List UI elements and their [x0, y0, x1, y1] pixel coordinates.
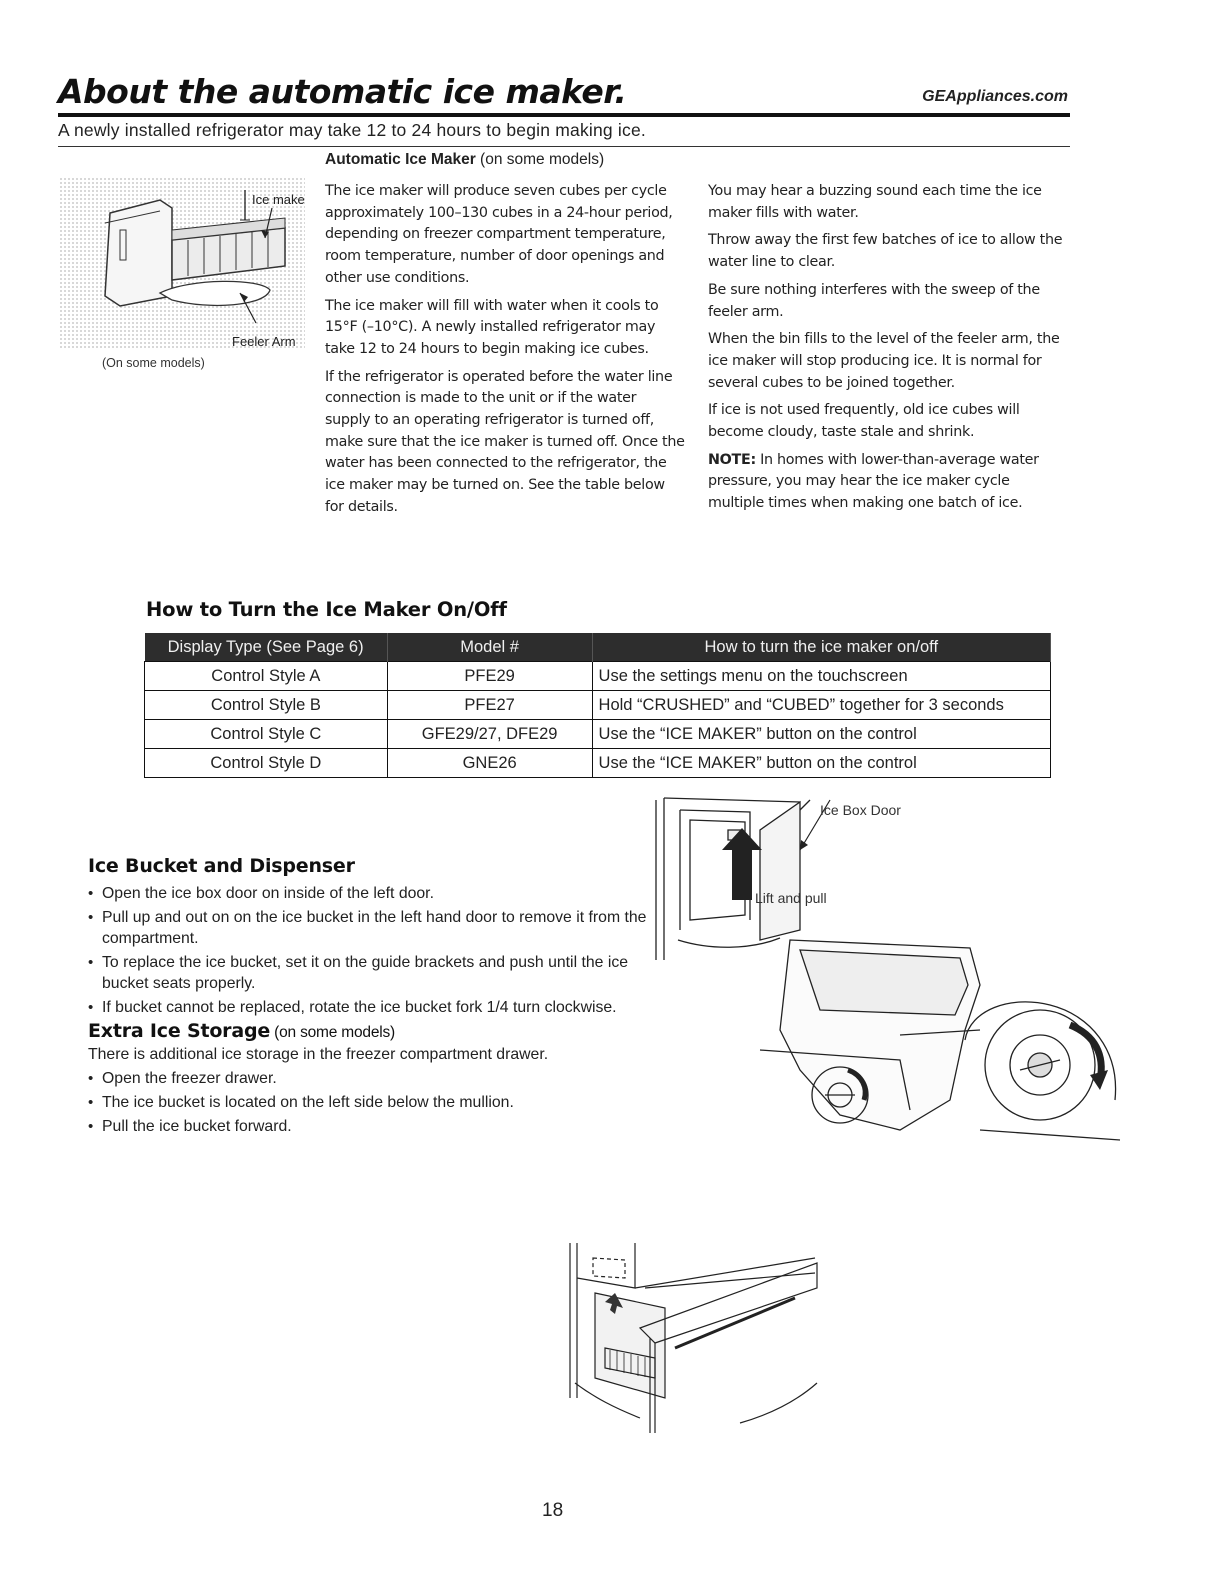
cell-display-type: Control Style B	[145, 691, 388, 720]
paragraph-water-line: If the refrigerator is operated before the water line connection is made to the unit or if the water supply to an operating refrigerator is turned off, make sure that the ice maker is turned off. Once the water has been connected to the refrigerator, the ice maker may be turned on. See the table below for details.	[325, 368, 685, 515]
bucket-heading: Ice Bucket and Dispenser	[88, 855, 355, 877]
column-header-model: Model #	[387, 633, 592, 662]
cell-display-type: Control Style C	[145, 720, 388, 749]
list-item: • To replace the ice bucket, set it on the guide brackets and push until the ice bucket seats properly.	[88, 952, 648, 994]
auto-ice-maker-heading-note: (on some models)	[475, 151, 605, 168]
paragraph-bin-full: When the bin fills to the level of the feeler arm, the ice maker will stop producing ice. It is normal for several cubes to be joined together.	[708, 331, 1060, 391]
auto-ice-maker-heading-bold: Automatic Ice Maker	[325, 151, 476, 168]
website-label: GEAppliances.com	[922, 88, 1068, 105]
figure-caption: (On some models)	[102, 356, 205, 370]
list-item: • Pull the ice bucket forward.	[88, 1116, 648, 1137]
paragraph-buzzing: You may hear a buzzing sound each time the ice maker fills with water.	[708, 183, 1042, 221]
note-label: NOTE:	[708, 451, 756, 468]
header-rule	[58, 113, 1070, 117]
freezer-drawer-figure	[555, 1238, 825, 1438]
table-row	[145, 691, 1051, 720]
storage-heading	[88, 1020, 648, 1042]
storage-heading-note: (on some models)	[270, 1024, 396, 1041]
cell-how-to: Use the “ICE MAKER” button on the control	[592, 720, 1050, 749]
freezer-drawer-illustration	[555, 1238, 825, 1438]
cell-how-to: Use the settings menu on the touchscreen	[592, 662, 1050, 691]
feeler-arm-label: Feeler Arm	[232, 334, 296, 349]
list-item: • If bucket cannot be replaced, rotate the ice bucket fork 1/4 turn clockwise.	[88, 997, 648, 1018]
list-item: • Open the freezer drawer.	[88, 1068, 648, 1089]
page-number: 18	[542, 1500, 564, 1521]
cell-model: GNE26	[387, 749, 592, 778]
paragraph-production: The ice maker will produce seven cubes per cycle approximately 100–130 cubes in a 24-hour period, depending on freezer compartment temperature, room temperature, number of door openings and other use conditions.	[325, 183, 673, 286]
storage-list	[88, 1068, 648, 1137]
list-item: • Pull up and out on on the ice bucket in the left hand door to remove it from the compartment.	[88, 907, 648, 949]
subtitle-rule	[58, 146, 1070, 147]
onoff-heading-wrap	[146, 598, 507, 621]
note-text: In homes with lower-than-average water pressure, you may hear the ice maker cycle multiple times when making one batch of ice.	[708, 451, 1039, 512]
page-title: About the automatic ice maker.	[58, 72, 627, 111]
paragraph-fill-temp: The ice maker will fill with water when it cools to 15°F (–10°C). A newly installed refrigerator may take 12 to 24 hours to begin making ice cubes.	[325, 297, 659, 357]
storage-intro: There is additional ice storage in the freezer compartment drawer.	[88, 1046, 549, 1063]
bucket-list	[88, 883, 648, 1018]
ice-maker-right-column	[708, 181, 1068, 521]
storage-section	[88, 1020, 648, 1140]
lift-and-pull-label: Lift and pull	[755, 890, 827, 906]
cell-how-to: Hold “CRUSHED” and “CUBED” together for 3 seconds	[592, 691, 1050, 720]
paragraph-first-batches: Throw away the first few batches of ice to allow the water line to clear.	[708, 232, 1063, 271]
table-row	[145, 720, 1051, 749]
paragraph-old-ice: If ice is not used frequently, old ice cubes will become cloudy, taste stale and shrink.	[708, 402, 1020, 441]
ice-maker-left-column	[325, 181, 685, 525]
auto-ice-maker-heading	[325, 151, 604, 169]
bucket-section	[88, 855, 648, 1021]
ice-box-door-label: Ice Box Door	[820, 802, 901, 818]
column-header-display-type: Display Type (See Page 6)	[145, 633, 388, 662]
column-header-how-to: How to turn the ice maker on/off	[592, 633, 1050, 662]
cell-display-type: Control Style D	[145, 749, 388, 778]
page-subtitle: A newly installed refrigerator may take 12 to 24 hours to begin making ice.	[58, 120, 646, 140]
cell-model: GFE29/27, DFE29	[387, 720, 592, 749]
cell-display-type: Control Style A	[145, 662, 388, 691]
paragraph-note	[708, 450, 1068, 515]
table-header-row	[145, 633, 1051, 662]
paragraph-sweep: Be sure nothing interferes with the sweep of the feeler arm.	[708, 281, 1040, 320]
ice-bucket-figure	[650, 770, 1140, 1190]
ice-maker-figure	[60, 178, 305, 353]
ice-maker-illustration	[60, 178, 305, 353]
onoff-table	[144, 633, 1051, 778]
storage-heading-bold: Extra Ice Storage	[88, 1020, 271, 1042]
cell-how-to: Use the “ICE MAKER” button on the control	[592, 749, 1050, 778]
table-row	[145, 662, 1051, 691]
list-item: • Open the ice box door on inside of the left door.	[88, 883, 648, 904]
ice-maker-label: Ice maker	[252, 192, 305, 207]
list-item: • The ice bucket is located on the left side below the mullion.	[88, 1092, 648, 1113]
cell-model: PFE27	[387, 691, 592, 720]
ice-bucket-illustration	[650, 770, 1140, 1190]
cell-model: PFE29	[387, 662, 592, 691]
onoff-heading: How to Turn the Ice Maker On/Off	[146, 598, 507, 621]
